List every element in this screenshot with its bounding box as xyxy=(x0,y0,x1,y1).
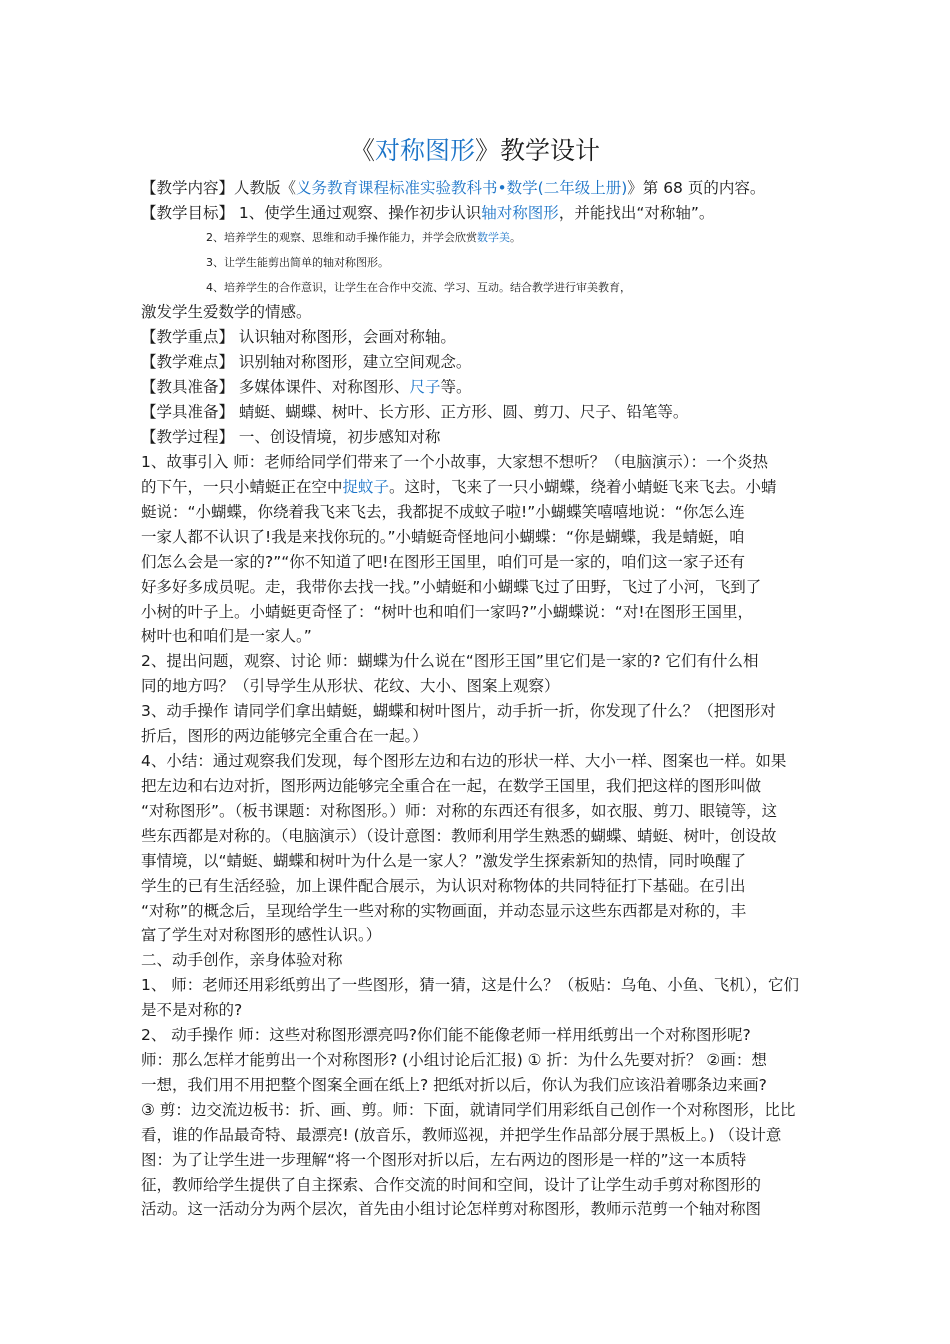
paragraph-line: 征，教师给学生提供了自主探索、合作交流的时间和空间，设计了让学生动手剪对称图形的 xyxy=(141,1176,762,1194)
paragraph-line: “对称图形”。（板书课题：对称图形。）师：对称的东西还有很多，如衣服、剪刀、眼镜等，这 xyxy=(141,802,778,820)
paragraph-line: 是不是对称的? xyxy=(141,1001,243,1019)
teaching-content-line xyxy=(141,176,821,200)
text-span: 等。 xyxy=(440,378,472,396)
paragraph-line: 一家人都不认识了!我是来找你玩的。”小蜻蜓奇怪地问小蝴蝶：“你是蝴蝶，我是蜻蜓，咱 xyxy=(141,528,745,546)
paragraph-line: 3、动手操作 请同学们拿出蜻蜓，蝴蝶和树叶图片，动手折一折，你发现了什么？（把图形对 xyxy=(141,702,776,720)
paragraph-line: 4、小结：通过观察我们发现，每个图形左边和右边的形状一样、大小一样、图案也一样。如果 xyxy=(141,752,787,770)
teaching-tools-line xyxy=(141,375,821,399)
axis-symmetry-link[interactable]: 轴对称图形 xyxy=(481,204,559,222)
text-span: 。这时，飞来了一只小蝴蝶，绕着小蜻蜓飞来飞去。小蜻 xyxy=(389,478,777,496)
paragraph-line: 折后，图形的两边能够完全重合在一起。） xyxy=(141,727,428,745)
math-beauty-link[interactable]: 数学美 xyxy=(477,231,510,244)
title-link[interactable]: 对称图形 xyxy=(374,136,475,165)
paragraph-line: ③ 剪：边交流边板书：折、画、剪。师：下面，就请同学们用彩纸自己创作一个对称图形，比比 xyxy=(141,1101,796,1119)
paragraph-line: 些东西都是对称的。（电脑演示）（设计意图：教师利用学生熟悉的蝴蝶、蜻蜓、树叶，创设故 xyxy=(141,827,777,845)
paragraph-line: 事情境，以“蜻蜓、蝴蝶和树叶为什么是一家人？”激发学生探索新知的热情，同时唤醒了 xyxy=(141,852,747,870)
paragraph-line: 1、故事引入 师：老师给同学们带来了一个小故事，大家想不想听？（电脑演示）：一个炎热 xyxy=(141,453,769,471)
paragraph-line: 树叶也和咱们是一家人。” xyxy=(141,627,312,645)
process-heading: 【教学过程】 一、创设情境，初步感知对称 xyxy=(141,428,441,446)
text-span: 【教学目标】 1、使学生通过观察、操作初步认识 xyxy=(141,204,482,222)
paragraph-line: “对称”的概念后，呈现给学生一些对称的实物画面，并动态显示这些东西都是对称的，丰 xyxy=(141,902,747,920)
paragraph-line: 小树的叶子上。小蜻蜓更奇怪了：“树叶也和咱们一家吗?”小蝴蝶说：“对!在图形王国里， xyxy=(141,603,754,621)
paragraph-line: 师：那么怎样才能剪出一个对称图形? (小组讨论后汇报) ① 折：为什么先要对折？ ②画：想 xyxy=(141,1051,767,1069)
teaching-goal-line: 3、让学生能剪出简单的轴对称图形。 xyxy=(206,256,389,269)
paragraph-line: 2、 动手操作 师：这些对称图形漂亮吗?你们能不能像老师一样用纸剪出一个对称图形呢? xyxy=(141,1026,751,1044)
section-heading: 二、动手创作，亲身体验对称 xyxy=(141,951,343,969)
ruler-link[interactable]: 尺子 xyxy=(409,378,441,396)
paragraph-line: 活动。这一活动分为两个层次，首先由小组讨论怎样剪对称图形，教师示范剪一个轴对称图 xyxy=(141,1200,762,1218)
document-title xyxy=(0,133,950,169)
paragraph-line: 1、 师：老师还用彩纸剪出了一些图形，猜一猜，这是什么？（板贴：乌龟、小鱼、飞机），它们 xyxy=(141,976,800,994)
text-span: 》第 68 页的内容。 xyxy=(627,179,766,197)
paragraph-line: 好多好多成员呢。走，我带你去找一找。”小蜻蜓和小蝴蝶飞过了田野，飞过了小河，飞到了 xyxy=(141,578,762,596)
paragraph-line: 把左边和右边对折，图形两边能够完全重合在一起，在数学王国里，我们把这样的图形叫做 xyxy=(141,777,762,795)
key-point-line: 【教学重点】 认识轴对称图形，会画对称轴。 xyxy=(141,328,456,346)
paragraph-line: 2、提出问题，观察、讨论 师：蝴蝶为什么说在“图形王国”里它们是一家的? 它们有什么相 xyxy=(141,652,759,670)
text-span: 2、培养学生的观察、思维和动手操作能力，并学会欣赏 xyxy=(206,231,477,244)
paragraph-line xyxy=(141,475,821,499)
text-span: 的下午，一只小蜻蜓正在空中 xyxy=(141,478,343,496)
paragraph-line: 一想，我们用不用把整个图案全画在纸上? 把纸对折以后，你认为我们应该沿着哪条边来画? xyxy=(141,1076,767,1094)
catch-mosquito-link[interactable]: 捉蚊子 xyxy=(342,478,390,496)
teaching-goal-line: 4、培养学生的合作意识，让学生在合作中交流、学习、互动。结合教学进行审美教育， xyxy=(206,281,631,294)
paragraph-line: 同的地方吗？（引导学生从形状、花纹、大小、图案上观察） xyxy=(141,677,560,695)
text-span: 【教学内容】人教版《 xyxy=(141,179,297,197)
title-prefix: 《 xyxy=(349,136,375,165)
paragraph-line: 看，谁的作品最奇特、最漂亮! (放音乐，教师巡视，并把学生作品部分展于黑板上。) （设计意 xyxy=(141,1126,782,1144)
paragraph-line: 蜓说：“小蝴蝶，你绕着我飞来飞去，我都捉不成蚊子啦!”小蝴蝶笑嘻嘻地说：“你怎么连 xyxy=(141,503,745,521)
teaching-goal-line xyxy=(141,201,821,225)
title-suffix: 》教学设计 xyxy=(475,136,601,165)
student-tools-line: 【学具准备】 蜻蜓、蝴蝶、树叶、长方形、正方形、圆、剪刀、尺子、铅笔等。 xyxy=(141,403,689,421)
text-span: 【教具准备】 多媒体课件、对称图形、 xyxy=(141,378,410,396)
difficulty-line: 【教学难点】 识别轴对称图形，建立空间观念。 xyxy=(141,353,472,371)
teaching-goal-line xyxy=(206,226,886,250)
teaching-goal-line: 激发学生爱数学的情感。 xyxy=(141,303,312,321)
paragraph-line: 图：为了让学生进一步理解“将一个图形对折以后，左右两边的图形是一样的”这一本质特 xyxy=(141,1151,747,1169)
paragraph-line: 们怎么会是一家的?”“你不知道了吧!在图形王国里，咱们可是一家的，咱们这一家子还有 xyxy=(141,553,746,571)
paragraph-line: 学生的已有生活经验，加上课件配合展示，为认识对称物体的共同特征打下基础。在引出 xyxy=(141,877,746,895)
textbook-link[interactable]: 义务教育课程标准实验教科书•数学(二年级上册) xyxy=(296,179,628,197)
paragraph-line: 富了学生对对称图形的感性认识。） xyxy=(141,926,382,944)
text-span: 。 xyxy=(510,231,521,244)
text-span: ，并能找出“对称轴”。 xyxy=(558,204,715,222)
